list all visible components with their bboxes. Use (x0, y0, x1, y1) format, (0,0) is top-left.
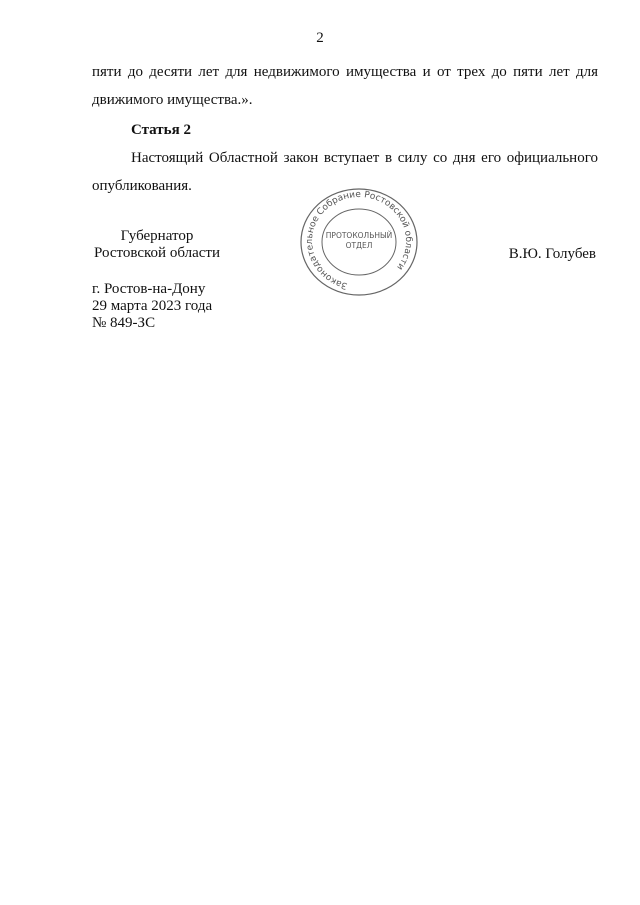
article-title: Статья 2 (131, 122, 191, 138)
paragraph-effective-date: Настоящий Областной закон вступает в силу со дня его официального опубликования. (92, 150, 598, 194)
page-number: 2 (316, 30, 324, 46)
stamp-center-line2: ОТДЕЛ (345, 241, 373, 250)
governor-title (92, 228, 222, 262)
governor-title-line1: Губернатор (120, 228, 194, 244)
paragraph-continuation: пяти до десяти лет для недвижимого имущества и от трех до пяти лет для движимого имущества.». (92, 64, 598, 108)
governor-name: В.Ю. Голубев (508, 246, 596, 262)
stamp-center-line1: ПРОТОКОЛЬНЫЙ (325, 231, 393, 240)
place-date-block (92, 281, 212, 332)
seal-stamp (297, 186, 421, 298)
governor-title-line2: Ростовской области (94, 245, 220, 261)
date: 29 марта 2023 года (92, 298, 213, 314)
stamp-ring-text: Законодательное Собрание Ростовской области (305, 189, 414, 291)
place: г. Ростов-на-Дону (92, 281, 206, 297)
law-number: № 849-ЗС (92, 315, 156, 331)
